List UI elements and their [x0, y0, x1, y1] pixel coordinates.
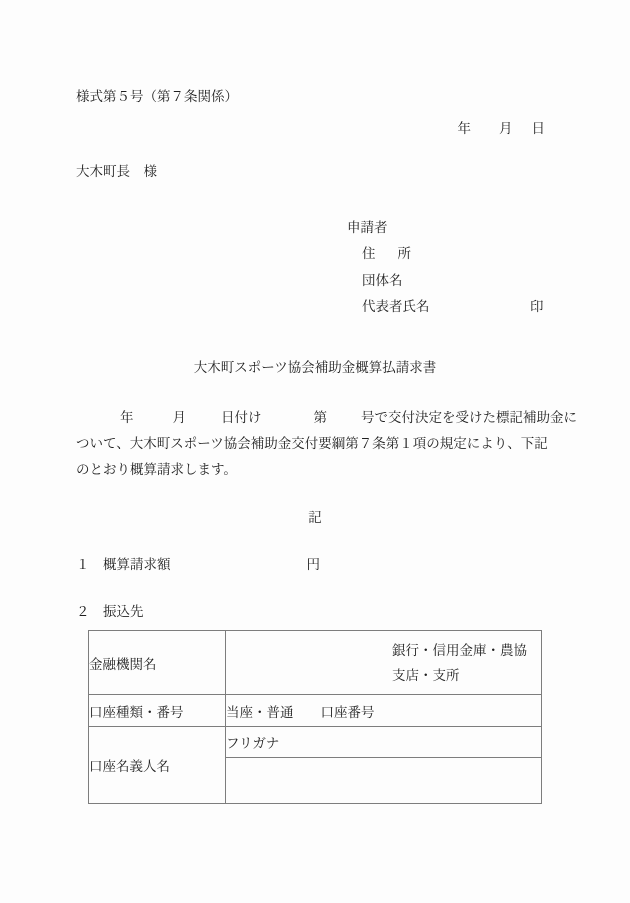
addressee: 大木町長 様 — [76, 164, 157, 179]
body-line-3: のとおり概算請求します。 — [76, 462, 237, 477]
item-1-unit-yen: 円 — [306, 557, 320, 572]
record-mark: 記 — [308, 510, 322, 525]
body-line-2: ついて、大木町スポーツ協会補助金交付要綱第７条第１項の規定により、下記 — [76, 436, 548, 451]
bank-name-header: 金融機関名 — [89, 631, 226, 695]
seal-placeholder: 印 — [530, 299, 544, 314]
header-date-year: 年 — [457, 121, 471, 136]
bank-type-options: 銀行・信用金庫・農協 — [392, 642, 527, 658]
applicant-label: 申請者 — [347, 220, 388, 235]
branch-type-options: 支店・支所 — [392, 667, 460, 683]
table-row-bank-name — [89, 631, 542, 695]
header-date-month: 月 — [499, 121, 513, 136]
applicant-group-name-label: 団体名 — [362, 273, 403, 288]
body-line1-dai: 第 — [313, 410, 327, 425]
table-row-account-type — [89, 695, 542, 727]
header-date-line — [458, 119, 546, 139]
furigana-cell: フリガナ — [226, 727, 542, 758]
body-line1-day: 日付け — [221, 410, 262, 425]
document-title: 大木町スポーツ協会補助金概算払請求書 — [193, 360, 437, 375]
applicant-address-label-a: 住 — [362, 246, 376, 261]
account-holder-header: 口座名義人名 — [89, 727, 226, 804]
applicant-representative-label: 代表者氏名 — [362, 299, 430, 314]
item-1-estimated-amount — [76, 555, 320, 575]
account-type-header: 口座種類・番号 — [89, 695, 226, 727]
bank-account-table — [88, 630, 542, 804]
applicant-address-label-b: 所 — [397, 246, 411, 261]
form-number: 様式第５号（第７条関係） — [76, 89, 238, 104]
applicant-address-label — [362, 244, 411, 264]
account-type-cell: 当座・普通 口座番号 — [226, 695, 542, 727]
item-1-label: １ 概算請求額 — [76, 557, 171, 572]
item-2-transfer-destination: ２ 振込先 — [76, 604, 144, 619]
body-paragraph — [76, 405, 577, 483]
table-row-account-holder-furigana — [89, 727, 542, 758]
body-line-1 — [76, 405, 577, 431]
body-line1-year: 年 — [120, 410, 134, 425]
bank-name-cell — [226, 631, 542, 695]
body-line1-month: 月 — [172, 410, 186, 425]
body-line1-rest: 号で交付決定を受けた標記補助金に — [361, 410, 577, 425]
header-date-day: 日 — [531, 121, 545, 136]
account-holder-name-cell — [226, 758, 542, 804]
